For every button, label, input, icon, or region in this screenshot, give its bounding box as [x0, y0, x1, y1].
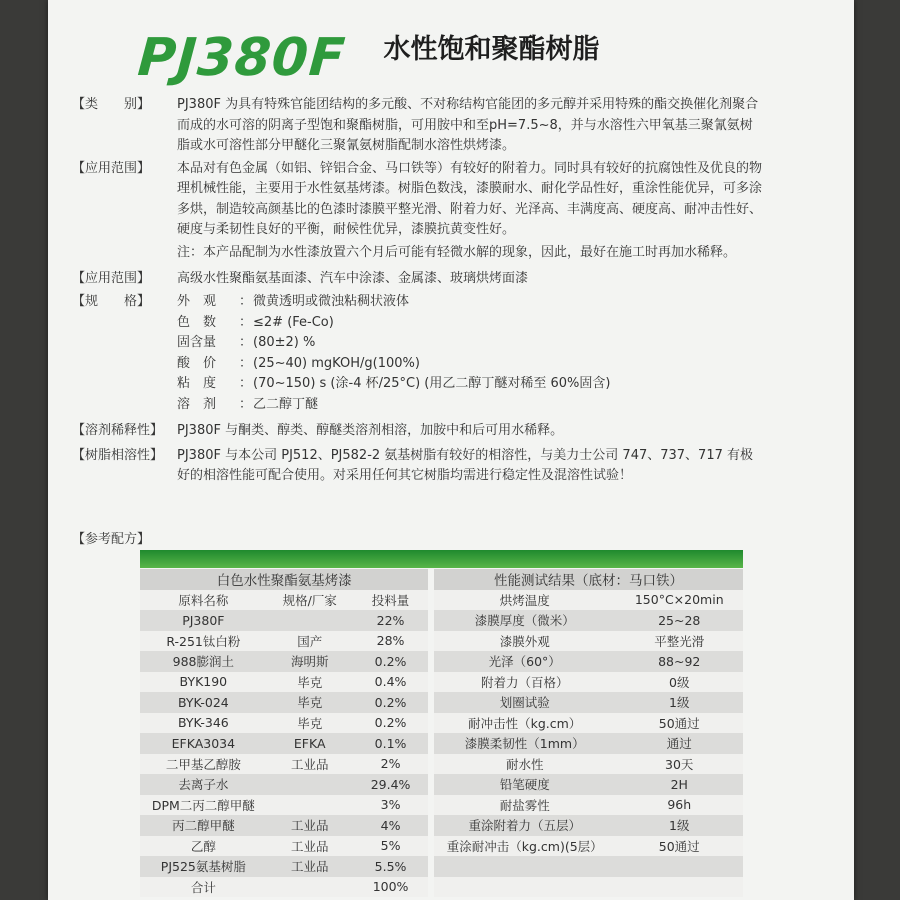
- section-label: 【应用范围】: [72, 160, 151, 176]
- material-amount: 0.2%: [353, 692, 429, 713]
- section-label: 【类 别】: [72, 97, 151, 112]
- section-label: 【应用范围】: [72, 271, 151, 286]
- column-header: 规格/厂家: [267, 590, 353, 611]
- material-spec: 工业品: [267, 856, 353, 877]
- test-result: 25~28: [615, 610, 743, 631]
- table-row: [140, 774, 743, 795]
- test-property: 漆膜柔韧性（1mm）: [434, 733, 616, 754]
- material-spec: 海明斯: [267, 651, 353, 672]
- section-text: PJ380F 与本公司 PJ512、PJ582-2 氨基树脂有较好的相溶性，与美力士公司 747、737、717 有极好的相溶性能可配合使用。对采用任何其它树脂均需进行稳定性及混溶性试验！: [177, 447, 753, 483]
- material-name: EFKA3034: [140, 733, 267, 754]
- spec-row: 色 数 ： ≤2# (Fe-Co): [72, 313, 762, 334]
- material-spec: [267, 795, 353, 816]
- section-label: 【规 格】: [72, 293, 151, 309]
- material-name: 去离子水: [140, 774, 267, 795]
- material-spec: [267, 774, 353, 795]
- material-spec: [267, 610, 353, 631]
- table-title-row: [140, 569, 743, 590]
- spec-name: 粘 度: [177, 376, 217, 391]
- section-text: 高级水性聚酯氨基面漆、汽车中涂漆、金属漆、玻璃烘烤面漆: [177, 271, 529, 286]
- material-amount: 29.4%: [353, 774, 429, 795]
- table-row: [140, 692, 743, 713]
- section-label: 【树脂相溶性】: [72, 447, 164, 463]
- table-row: [140, 733, 743, 754]
- test-result: 0级: [615, 672, 743, 693]
- material-spec: 工业品: [267, 836, 353, 857]
- table-row: [140, 836, 743, 857]
- spec-name: 固含量: [177, 335, 217, 350]
- material-name: R-251钛白粉: [140, 631, 267, 652]
- section-text: PJ380F 为具有特殊官能团结构的多元酸、不对称结构官能团的多元醇并采用特殊的酯交换催化剂聚合而成的水可溶的阴离子型饱和聚酯树脂，可用胺中和至pH=7.5~8，并与水溶性六甲氧基三聚氰氨树脂或水可溶性部分甲醚化三聚氰氨树脂配制水溶性烘烤漆。: [177, 97, 759, 153]
- spec-row: 外 观 ： 微黄透明或微浊粘稠状液体: [72, 292, 762, 313]
- material-spec: EFKA: [267, 733, 353, 754]
- test-property: 漆膜厚度（微米）: [434, 610, 616, 631]
- test-property: 重涂耐冲击（kg.cm)(5层）: [434, 836, 616, 857]
- test-property: 光泽（60°）: [434, 651, 616, 672]
- test-result: 2H: [615, 774, 743, 795]
- test-property: 烘烤温度: [434, 590, 616, 611]
- test-property: [434, 856, 616, 877]
- material-spec: 工业品: [267, 754, 353, 775]
- material-amount: 0.1%: [353, 733, 429, 754]
- table-row: [140, 815, 743, 836]
- material-name: PJ525氨基树脂: [140, 856, 267, 877]
- table-row: [140, 795, 743, 816]
- spec-value: (70~150) s (涂-4 杯/25°C) (用乙二醇丁醚对稀至 60%固含): [253, 376, 611, 391]
- section-compat: [72, 446, 762, 487]
- table-row: [140, 877, 743, 898]
- material-amount: 5.5%: [353, 856, 429, 877]
- test-result: 88~92: [615, 651, 743, 672]
- material-spec: 毕克: [267, 692, 353, 713]
- material-spec: 毕克: [267, 672, 353, 693]
- application-note: 注：本产品配制为水性漆放置六个月后可能有轻微水解的现象，因此，最好在施工时再加水稀释。: [177, 244, 737, 260]
- spec-value: (25~40) mgKOH/g(100%): [253, 355, 420, 371]
- section-text: 本品对有色金属（如铝、锌铝合金、马口铁等）有较好的附着力。同时具有较好的抗腐蚀性及优良的物理机械性能，主要用于水性氨基烤漆。树脂色数浅，漆膜耐水、耐化学品性好，重涂性能优异，可多涂多烘，制造较高颜基比的色漆时漆膜平整光滑、附着力好、光泽高、丰满度高、硬度高、耐冲击性好、硬度与柔韧性良好的平衡，耐候性优异，漆膜抗黄变性好。: [177, 160, 763, 237]
- spec-name: 酸 价: [177, 355, 217, 371]
- table-row: [140, 631, 743, 652]
- test-result: 平整光滑: [615, 631, 743, 652]
- test-property: [434, 877, 616, 898]
- material-name: 合计: [140, 877, 267, 898]
- right-table-title: 性能测试结果（底材：马口铁）: [434, 569, 743, 590]
- material-amount: 4%: [353, 815, 429, 836]
- table-row: [140, 672, 743, 693]
- table-row: [140, 651, 743, 672]
- section-label: 【溶剂稀释性】: [72, 423, 164, 438]
- material-amount: 0.2%: [353, 651, 429, 672]
- material-spec: 工业品: [267, 815, 353, 836]
- test-property: 耐盐雾性: [434, 795, 616, 816]
- formula-table: [140, 569, 743, 897]
- material-amount: 22%: [353, 610, 429, 631]
- material-amount: 0.2%: [353, 713, 429, 734]
- material-spec: [267, 877, 353, 898]
- material-name: 二甲基乙醇胺: [140, 754, 267, 775]
- test-property: 铅笔硬度: [434, 774, 616, 795]
- material-name: PJ380F: [140, 610, 267, 631]
- product-name: 水性饱和聚酯树脂: [383, 34, 600, 65]
- title-row: [135, 18, 600, 88]
- spec-name: 外 观: [177, 294, 217, 309]
- test-result: [615, 877, 743, 898]
- section-application-2: [72, 269, 762, 290]
- test-result: 50通过: [615, 713, 743, 734]
- product-code: PJ380F: [135, 28, 348, 88]
- section-solvent: [72, 421, 762, 442]
- test-property: 重涂附着力（五层）: [434, 815, 616, 836]
- spec-value: 微黄透明或微浊粘稠状液体: [253, 294, 410, 309]
- test-property: 漆膜外观: [434, 631, 616, 652]
- table-header-bar: [140, 550, 743, 568]
- material-name: BYK-346: [140, 713, 267, 734]
- spec-value: (80±2) %: [253, 335, 316, 350]
- material-name: 丙二醇甲醚: [140, 815, 267, 836]
- material-amount: 5%: [353, 836, 429, 857]
- spec-row: 粘 度 ： (70~150) s (涂-4 杯/25°C) (用乙二醇丁醚对稀至 60%固含): [72, 374, 762, 395]
- spec-value: 乙二醇丁醚: [253, 396, 319, 412]
- test-result: 1级: [615, 692, 743, 713]
- test-property: 耐冲击性（kg.cm）: [434, 713, 616, 734]
- section-application: [72, 159, 762, 241]
- test-property: 耐水性: [434, 754, 616, 775]
- material-amount: 100%: [353, 877, 429, 898]
- description-body: [72, 95, 762, 489]
- material-amount: 28%: [353, 631, 429, 652]
- table-row: [140, 610, 743, 631]
- material-name: BYK190: [140, 672, 267, 693]
- material-spec: 毕克: [267, 713, 353, 734]
- table-row: [140, 590, 743, 611]
- spec-value: ≤2# (Fe-Co): [253, 314, 334, 330]
- material-name: BYK-024: [140, 692, 267, 713]
- table-row: [140, 754, 743, 775]
- test-result: 通过: [615, 733, 743, 754]
- material-amount: 0.4%: [353, 672, 429, 693]
- table-row: [140, 856, 743, 877]
- test-property: 附着力（百格）: [434, 672, 616, 693]
- test-result: 30天: [615, 754, 743, 775]
- spec-row: 溶 剂 ： 乙二醇丁醚: [72, 395, 762, 416]
- spec-name: 色 数: [177, 314, 217, 330]
- material-name: DPM二丙二醇甲醚: [140, 795, 267, 816]
- test-result: 50通过: [615, 836, 743, 857]
- spec-row: 固含量 ： (80±2) %: [72, 333, 762, 354]
- material-spec: 国产: [267, 631, 353, 652]
- spec-row: 酸 价 ： (25~40) mgKOH/g(100%): [72, 354, 762, 375]
- test-result: [615, 856, 743, 877]
- test-result: 1级: [615, 815, 743, 836]
- section-category: [72, 95, 762, 157]
- column-header: 投料量: [353, 590, 429, 611]
- column-header: 原料名称: [140, 590, 267, 611]
- reference-formula-label: 【参考配方】: [72, 532, 151, 547]
- test-property: 划圈试验: [434, 692, 616, 713]
- material-name: 乙醇: [140, 836, 267, 857]
- spec-name: 溶 剂: [177, 396, 217, 412]
- test-result: 150°C×20min: [615, 590, 743, 611]
- material-name: 988膨润土: [140, 651, 267, 672]
- left-table-title: 白色水性聚酯氨基烤漆: [140, 569, 428, 590]
- section-text: PJ380F 与酮类、醇类、醇醚类溶剂相溶，加胺中和后可用水稀释。: [177, 423, 564, 438]
- table-row: [140, 713, 743, 734]
- material-amount: 3%: [353, 795, 429, 816]
- material-amount: 2%: [353, 754, 429, 775]
- test-result: 96h: [615, 795, 743, 816]
